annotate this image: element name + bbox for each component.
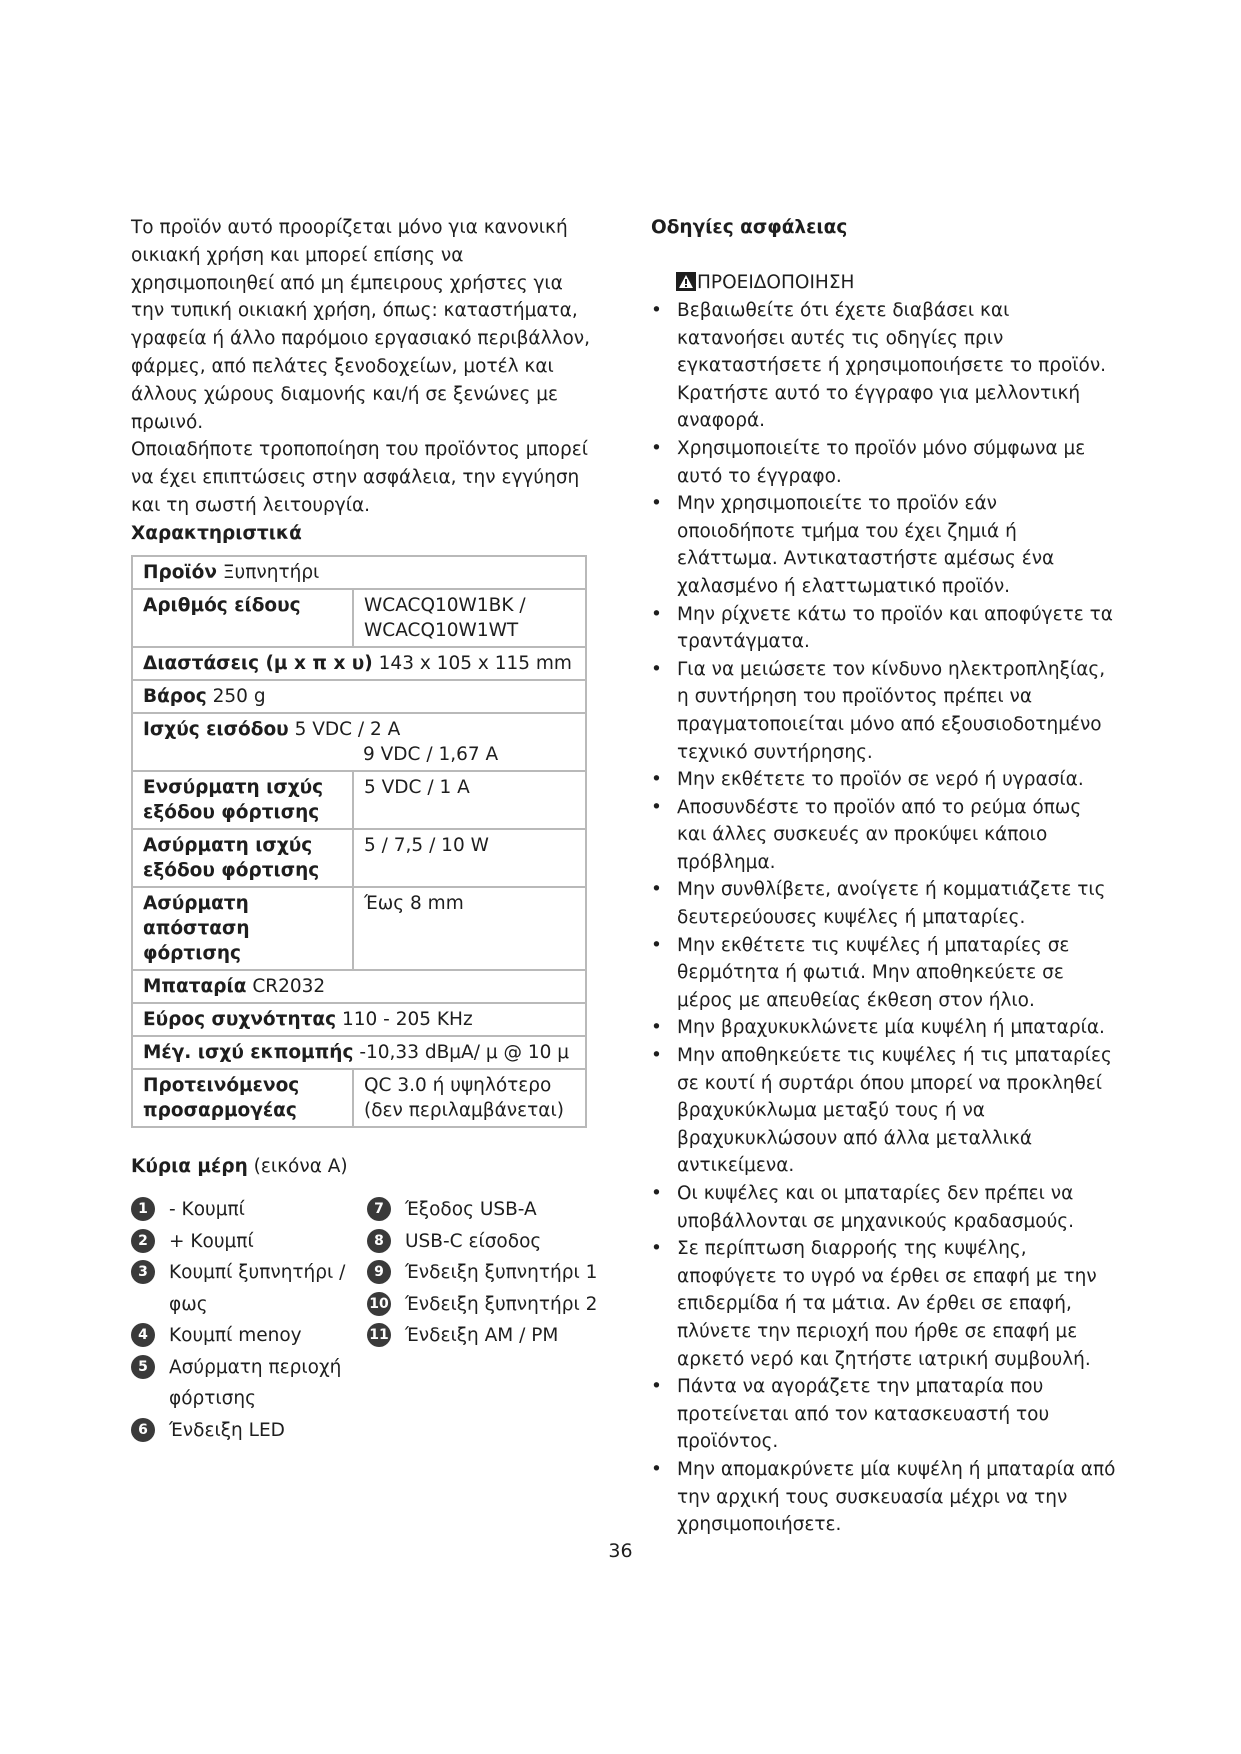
number-badge: 6 xyxy=(131,1418,155,1442)
list-item: • Μην χρησιμοποιείτε το προϊόν εάν οποιοδήποτε τμήμα του έχει ζημιά ή ελάττωμα. Αντικαταστήστε αμέσως ένα χαλασμένο ή ελαττωματικό προϊόν. xyxy=(651,490,1116,600)
list-item xyxy=(367,1289,607,1321)
list-item: • Για να μειώσετε τον κίνδυνο ηλεκτροπληξίας, η συντήρηση του προϊόντος πρέπει να πραγματοποιείται μόνο από εξουσιοδοτημένο τεχνικό συντήρησης. xyxy=(651,656,1116,766)
table-row xyxy=(132,829,586,887)
parts-heading-suffix: (εικόνα A) xyxy=(253,1156,348,1177)
number-badge: 8 xyxy=(367,1229,391,1253)
part-label: Ένδειξη ξυπνητήρι 1 xyxy=(405,1262,598,1283)
table-row xyxy=(132,1069,586,1127)
spec-value-cell xyxy=(353,771,586,829)
list-item: • Μην εκθέτετε τις κυψέλες ή μπαταρίες σε θερμότητα ή φωτιά. Μην αποθηκεύετε σε μέρος με απευθείας έκθεση στον ήλιο. xyxy=(651,932,1116,1015)
spec-value: QC 3.0 ή υψηλότερο (δεν περιλαμβάνεται) xyxy=(364,1075,564,1121)
spec-label-cell xyxy=(132,829,353,887)
spec-cell xyxy=(132,1036,586,1069)
list-item: • Σε περίπτωση διαρροής της κυψέλης, αποφύγετε το υγρό να έρθει σε επαφή με την επιδερμίδα ή τα μάτια. Αν έρθει σε επαφή, πλύνετε την περιοχή που ήρθε σε επαφή με αρκετό νερό και ζητήστε ιατρική συμβουλή. xyxy=(651,1235,1116,1373)
table-row xyxy=(132,970,586,1003)
table-row xyxy=(132,1036,586,1069)
spec-cell xyxy=(132,970,586,1003)
spec-label-cell xyxy=(132,1069,353,1127)
intro-paragraph: Οποιαδήποτε τροποποίηση του προϊόντος μπορεί να έχει επιπτώσεις στην ασφάλεια, την εγγύηση και τη σωστή λειτουργία. xyxy=(131,439,588,516)
list-item: • Μην ρίχνετε κάτω το προϊόν και αποφύγετε τα τραντάγματα. xyxy=(651,601,1116,656)
parts-heading xyxy=(131,1153,348,1181)
spec-label: Ασύρματη απόσταση φόρτισης xyxy=(143,893,250,964)
spec-label: Αριθμός είδους xyxy=(143,595,301,616)
spec-value-cell xyxy=(353,887,586,970)
page-number: 36 xyxy=(608,1540,633,1562)
part-label: Κουμπί ξυπνητήρι / φως xyxy=(169,1262,346,1315)
number-badge: 7 xyxy=(367,1197,391,1221)
table-row xyxy=(132,713,586,771)
list-item: • Μην απομακρύνετε μία κυψέλη ή μπαταρία από την αρχική τους συσκευασία μέχρι να την χρησιμοποιήσετε. xyxy=(651,1456,1116,1539)
spec-value: Ξυπνητήρι xyxy=(222,562,320,583)
spec-label-cell xyxy=(132,589,353,647)
spec-label: Ενσύρματη ισχύς εξόδου φόρτισης xyxy=(143,777,324,823)
list-item: • Μην συνθλίβετε, ανοίγετε ή κομματιάζετε τις δευτερεύουσες κυψέλες ή μπαταρίες. xyxy=(651,876,1116,931)
list-item xyxy=(131,1415,361,1447)
spec-value: 110 - 205 KHz xyxy=(341,1009,473,1030)
spec-value-cell xyxy=(353,829,586,887)
spec-label: Μέγ. ισχύ εκπομπής xyxy=(143,1042,354,1063)
warning-label xyxy=(676,269,854,300)
spec-cell xyxy=(132,680,586,713)
spec-value-cell xyxy=(353,589,586,647)
list-item xyxy=(131,1257,361,1320)
spec-value: 5 / 7,5 / 10 W xyxy=(364,835,489,856)
part-label: USB-C είσοδος xyxy=(405,1230,542,1252)
list-item: • Μην εκθέτετε το προϊόν σε νερό ή υγρασία. xyxy=(651,766,1116,794)
spec-cell xyxy=(132,647,586,680)
number-badge: 11 xyxy=(367,1323,391,1347)
list-item xyxy=(131,1226,361,1258)
table-row xyxy=(132,647,586,680)
table-row xyxy=(132,771,586,829)
table-row xyxy=(132,556,586,589)
list-item: • Οι κυψέλες και οι μπαταρίες δεν πρέπει να υποβάλλονται σε μηχανικούς κραδασμούς. xyxy=(651,1180,1116,1235)
list-item: • Μην βραχυκυκλώνετε μία κυψέλη ή μπαταρία. xyxy=(651,1014,1116,1042)
number-badge: 5 xyxy=(131,1355,155,1379)
specs-table xyxy=(131,555,587,1128)
spec-value: 5 VDC / 1 A xyxy=(364,777,470,798)
list-item xyxy=(367,1320,607,1352)
list-item xyxy=(131,1320,361,1352)
spec-label-cell xyxy=(132,771,353,829)
spec-value: Έως 8 mm xyxy=(364,893,464,914)
spec-value: 5 VDC / 2 A xyxy=(294,719,401,740)
part-label: - Κουμπί xyxy=(169,1199,245,1220)
list-item: • Χρησιμοποιείτε το προϊόν μόνο σύμφωνα με αυτό το έγγραφο. xyxy=(651,435,1116,490)
part-label: Ασύρματη περιοχή φόρτισης xyxy=(169,1356,342,1409)
spec-label: Ασύρματη ισχύς εξόδου φόρτισης xyxy=(143,835,320,881)
number-badge: 4 xyxy=(131,1323,155,1347)
spec-cell xyxy=(132,556,586,589)
spec-cell xyxy=(132,713,586,771)
spec-label: Ισχύς εισόδου xyxy=(143,719,289,740)
part-label: Έξοδος USB-A xyxy=(405,1199,537,1220)
table-row xyxy=(132,1003,586,1036)
list-item xyxy=(367,1226,607,1258)
list-item: • Αποσυνδέστε το προϊόν από το ρεύμα όπως και άλλες συσκευές αν προκύψει κάποιο πρόβλημα. xyxy=(651,794,1116,877)
spec-value: 143 x 105 x 115 mm xyxy=(378,653,572,674)
spec-value-secondary: 9 VDC / 1,67 A xyxy=(363,744,499,765)
list-item xyxy=(367,1257,607,1289)
safety-list xyxy=(651,297,1116,1539)
spec-label: Βάρος xyxy=(143,686,207,707)
part-label: Ένδειξη AM / PM xyxy=(405,1325,559,1346)
table-row xyxy=(132,680,586,713)
spec-label-cell xyxy=(132,887,353,970)
parts-list-left xyxy=(131,1194,361,1446)
warning-triangle-icon xyxy=(676,272,696,300)
spec-label: Εύρος συχνότητας xyxy=(143,1009,337,1030)
spec-value: 250 g xyxy=(212,686,266,707)
number-badge: 2 xyxy=(131,1229,155,1253)
spec-value-cell xyxy=(353,1069,586,1127)
number-badge: 9 xyxy=(367,1260,391,1284)
spec-label: Μπαταρία xyxy=(143,976,247,997)
table-row xyxy=(132,589,586,647)
parts-heading-title: Κύρια μέρη xyxy=(131,1156,248,1177)
number-badge: 1 xyxy=(131,1197,155,1221)
spec-label: Διαστάσεις (μ x π x υ) xyxy=(143,653,373,674)
number-badge: 3 xyxy=(131,1260,155,1284)
spec-value: -10,33 dBμA/ μ @ 10 μ xyxy=(359,1042,570,1063)
list-item: • Μην αποθηκεύετε τις κυψέλες ή τις μπαταρίες σε κουτί ή συρτάρι όπου μπορεί να προκληθεί βραχυκύκλωμα μεταξύ τους ή να βραχυκυκλώσουν από άλλα μεταλλικά αντικείμενα. xyxy=(651,1042,1116,1180)
table-row xyxy=(132,887,586,970)
list-item xyxy=(131,1194,361,1226)
part-label: Ένδειξη LED xyxy=(169,1419,285,1441)
list-item xyxy=(131,1352,361,1415)
part-label: Κουμπί menoy xyxy=(169,1325,302,1346)
warning-text: ΠΡΟΕΙΔΟΠΟΙΗΣΗ xyxy=(697,272,855,293)
safety-heading: Οδηγίες ασφάλειας xyxy=(651,217,848,238)
list-item: • Πάντα να αγοράζετε την μπαταρία που προτείνεται από τον κατασκευαστή του προϊόντος. xyxy=(651,1373,1116,1456)
spec-value: CR2032 xyxy=(252,976,326,997)
intro-text xyxy=(131,214,601,520)
part-label: Ένδειξη ξυπνητήρι 2 xyxy=(405,1293,598,1315)
parts-list-right xyxy=(367,1194,607,1352)
spec-value: WCACQ10W1BK / WCACQ10W1WT xyxy=(364,595,526,641)
intro-paragraph: Το προϊόν αυτό προορίζεται μόνο για κανονική οικιακή χρήση και μπορεί επίσης να χρησιμοποιηθεί από μη έμπειρους χρήστες για την τυπική οικιακή χρήση, όπως: καταστήματα, γραφεία ή άλλο παρόμοιο εργασιακό περιβάλλον, φάρμες, από πελάτες ξενοδοχείων, μοτέλ και άλλους χώρους διαμονής και/ή σε ξενώνες με πρωινό. xyxy=(131,217,591,433)
part-label: + Κουμπί xyxy=(169,1230,254,1252)
specs-heading: Χαρακτηριστικά xyxy=(131,523,302,544)
number-badge: 10 xyxy=(367,1292,391,1316)
list-item xyxy=(367,1194,607,1226)
list-item: • Βεβαιωθείτε ότι έχετε διαβάσει και κατανοήσει αυτές τις οδηγίες πριν εγκαταστήσετε ή χρησιμοποιήσετε το προϊόν. Κρατήστε αυτό το έγγραφο για μελλοντική αναφορά. xyxy=(651,297,1116,435)
spec-cell xyxy=(132,1003,586,1036)
spec-label: Προτεινόμενος προσαρμογέας xyxy=(143,1075,300,1121)
spec-label: Προϊόν xyxy=(143,562,217,583)
